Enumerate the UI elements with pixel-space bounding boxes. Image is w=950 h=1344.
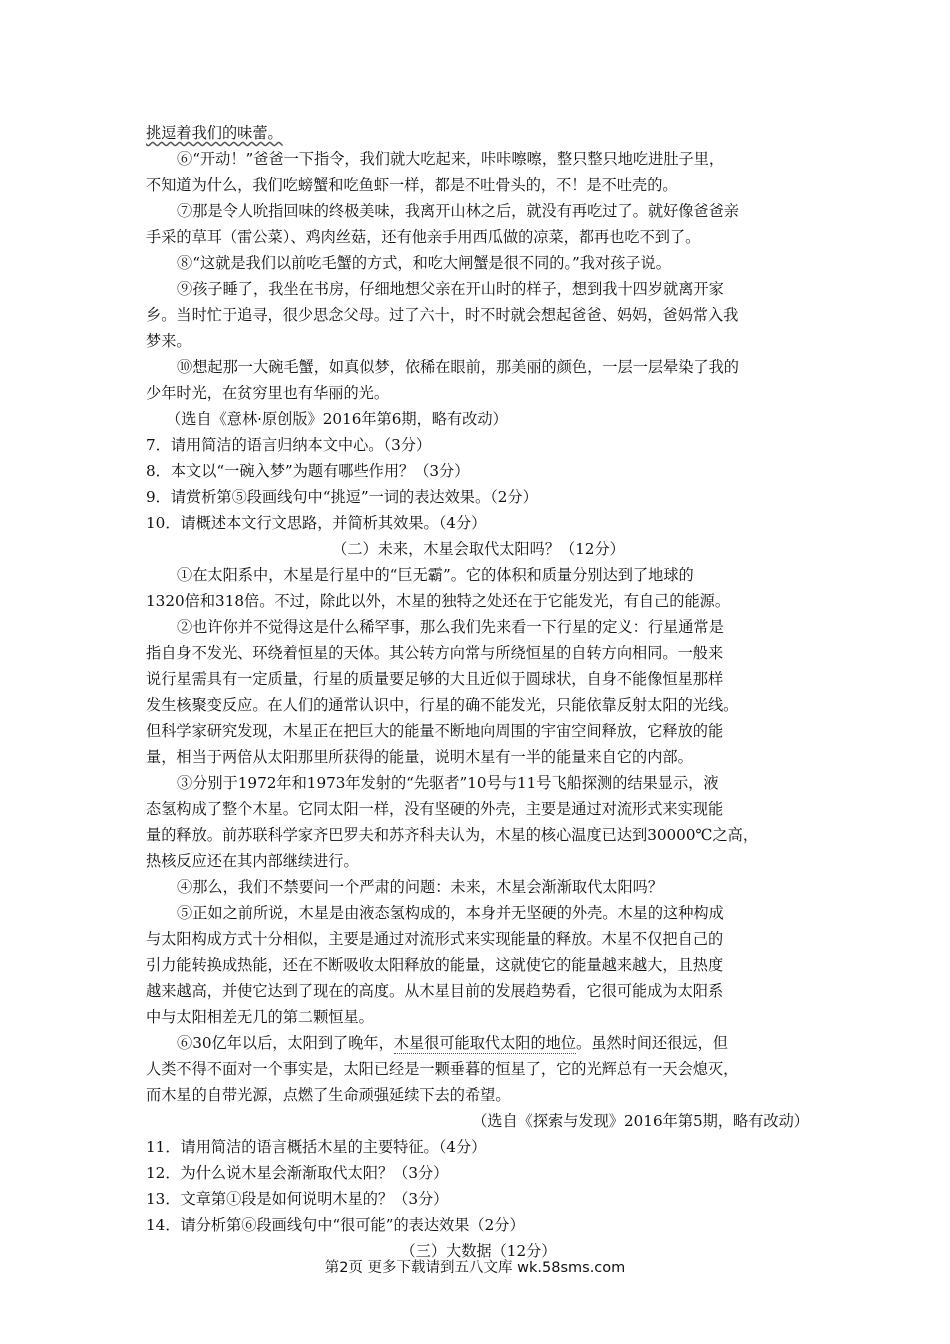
paragraph-7-line: ⑦那是令人吮指回味的终极美味，我离开山林之后，就没有再吃过了。就好像爸爸亲 <box>177 202 739 220</box>
jupiter-paragraph-6-line: 而木星的自带光源，点燃了生命顽强延续下去的希望。 <box>146 1086 511 1104</box>
underlined-sentence: 挑逗着我们的味蕾。 <box>146 124 283 142</box>
article1-source: （选自《意林·原创版》2016年第6期，略有改动） <box>166 410 508 428</box>
article2-source: （选自《探索与发现》2016年第5期，略有改动） <box>472 1112 809 1130</box>
jupiter-paragraph-3-line: 量的释放。前苏联科学家齐巴罗夫和苏齐科夫认为，木星的核心温度已达到30000℃之高， <box>146 826 759 844</box>
paragraph-8-line: ⑧“这就是我们以前吃毛蟹的方式，和吃大闸蟹是很不同的。”我对孩子说。 <box>177 254 671 272</box>
paragraph-9-line: ⑨孩子睡了，我坐在书房，仔细地想父亲在开山时的样子，想到我十四岁就离开家 <box>177 280 724 298</box>
jupiter-paragraph-6-line <box>146 1030 811 1056</box>
jupiter-paragraph-2-line: 说行星需具有一定质量，行星的质量要足够的大且近似于圆球状，自身不能像恒星那样 <box>146 670 724 688</box>
question-9: 9．请赏析第⑤段画线句中“挑逗”一词的表达效果。（2分） <box>146 488 538 506</box>
jupiter-paragraph-1-line: 1320倍和318倍。不过，除此以外，木星的独特之处还在于它能发光，有自己的能源。 <box>146 592 731 610</box>
question-14: 14．请分析第⑥段画线句中“很可能”的表达效果（2分） <box>146 1216 525 1234</box>
question-7: 7．请用简洁的语言归纳本文中心。（3分） <box>146 436 432 454</box>
jupiter-paragraph-2-line: 但科学家研究发现，木星正在把巨大的能量不断地向周围的宇宙空间释放，它释放的能 <box>146 722 724 740</box>
jupiter-paragraph-5-line: 越来越高，并使它达到了现在的高度。从木星目前的发展趋势看，它很可能成为太阳系 <box>146 982 724 1000</box>
section-3-title: （三）大数据（12分） <box>400 1242 557 1260</box>
jupiter-paragraph-2-line: 量，相当于两倍从太阳那里所获得的能量，说明木星有一半的能量来自它的内部。 <box>146 748 693 766</box>
question-8: 8．本文以“一碗入梦”为题有哪些作用？（3分） <box>146 462 470 480</box>
paragraph-9-line: 梦来。 <box>146 332 192 350</box>
question-13: 13．文章第①段是如何说明木星的？（3分） <box>146 1190 449 1208</box>
paragraph-6-line: 不知道为什么，我们吃螃蟹和吃鱼虾一样，都是不吐骨头的，不！是不吐壳的。 <box>146 176 678 194</box>
paragraph-6-line: ⑥“开动！”爸爸一下指令，我们就大吃起来，咔咔嚓嚓，整只整只地吃进肚子里， <box>177 150 725 168</box>
page-footer: 第2页 更多下载请到五八文库 wk.58sms.com <box>324 1260 626 1276</box>
section-2-title: （二）未来，木星会取代太阳吗？（12分） <box>332 540 625 558</box>
paragraph-10-line: 少年时光，在贫穷里也有华丽的光。 <box>146 384 389 402</box>
page-content <box>146 120 811 1264</box>
question-12: 12．为什么说木星会渐渐取代太阳？（3分） <box>146 1164 449 1182</box>
jupiter-paragraph-3-line: 态氢构成了整个木星。它同太阳一样，没有坚硬的外壳，主要是通过对流形式来实现能 <box>146 800 724 818</box>
jupiter-paragraph-5-line: ⑤正如之前所说，木星是由液态氢构成的，本身并无坚硬的外壳。木星的这种构成 <box>177 904 724 922</box>
question-11: 11．请用简洁的语言概括木星的主要特征。（4分） <box>146 1138 487 1156</box>
paragraph-6-start: ⑥30亿年以后，太阳到了晚年， <box>177 1034 394 1052</box>
jupiter-paragraph-6-line: 人类不得不面对一个事实是，太阳已经是一颗垂暮的恒星了，它的光辉总有一天会熄灭， <box>146 1060 739 1078</box>
paragraph-9-line: 乡。当时忙于追寻，很少思念父母。过了六十，时不时就会想起爸爸、妈妈，爸妈常入我 <box>146 306 739 324</box>
jupiter-paragraph-4-line: ④那么，我们不禁要问一个严肃的问题：未来，木星会渐渐取代太阳吗？ <box>177 878 663 896</box>
jupiter-paragraph-2-line: 发生核聚变反应。在人们的通常认识中，行星的确不能发光，只能依靠反射太阳的光线。 <box>146 696 739 714</box>
jupiter-paragraph-3-line: 热核反应还在其内部继续进行。 <box>146 852 359 870</box>
jupiter-paragraph-5-line: 引力能转换成热能，还在不断吸收太阳释放的能量，这就使它的能量越来越大，且热度 <box>146 956 724 974</box>
jupiter-paragraph-1-line: ①在太阳系中，木星是行星中的“巨无霸”。它的体积和质量分别达到了地球的 <box>177 566 694 584</box>
paragraph-6-rest: 。虽然时间还很远，但 <box>576 1034 728 1052</box>
jupiter-paragraph-5-line: 与太阳构成方式十分相似，主要是通过对流形式来实现能量的释放。木星不仅把自己的 <box>146 930 724 948</box>
jupiter-paragraph-2-line: ②也许你并不觉得这是什么稀罕事，那么我们先来看一下行星的定义：行星通常是 <box>177 618 724 636</box>
paragraph-10-line: ⑩想起那一大碗毛蟹，如真似梦，依稀在眼前，那美丽的颜色，一层一层晕染了我的 <box>177 358 739 376</box>
paragraph-7-line: 手采的草耳（雷公菜）、鸡肉丝菇，还有他亲手用西瓜做的凉菜，都再也吃不到了。 <box>146 228 701 246</box>
jupiter-paragraph-2-line: 指自身不发光、环绕着恒星的天体。其公转方向常与所绕恒星的自转方向相同。一般来 <box>146 644 724 662</box>
jupiter-paragraph-5-line: 中与太阳相差无几的第二颗恒星。 <box>146 1008 374 1026</box>
jupiter-paragraph-3-line: ③分别于1972年和1973年发射的“先驱者”10号与11号飞船探测的结果显示，液 <box>177 774 719 792</box>
question-10: 10．请概述本文行文思路，并简析其效果。（4分） <box>146 514 487 532</box>
underlined-sentence: 木星很可能取代太阳的地位 <box>393 1034 577 1052</box>
paragraph-5-tail <box>146 120 811 146</box>
